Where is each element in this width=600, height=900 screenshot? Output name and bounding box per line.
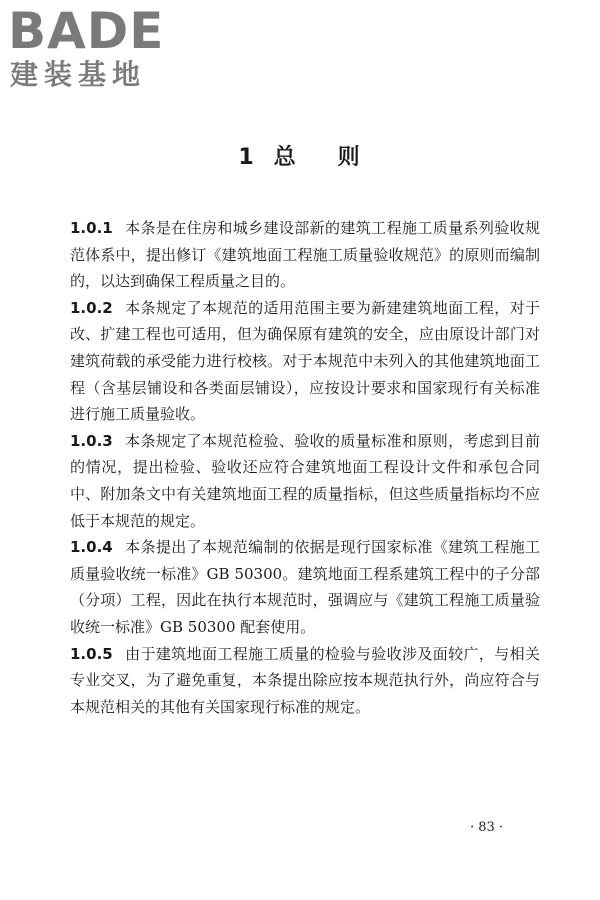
clause-text: 本条规定了本规范的适用范围主要为新建建筑地面工程，对于改、扩建工程也可适用，但为确保原有建筑的安全，应由原设计部门对建筑荷载的承受能力进行校核。对于本规范中未列入的其他建筑地面工程（含基层铺设和各类面层铺设），应按设计要求和国家现行有关标准进行施工质量验收。 — [70, 298, 540, 424]
logo-subtitle: 建装基地 — [10, 58, 147, 91]
document-body — [70, 215, 540, 720]
clause-paragraph — [70, 295, 540, 428]
clause-number: 1.0.2 — [70, 298, 113, 317]
clause-number: 1.0.5 — [70, 644, 113, 663]
clause-paragraph — [70, 215, 540, 295]
clause-text: 本条提出了本规范编制的依据是现行国家标准《建筑工程施工质量验收统一标准》GB 50300。建筑地面工程系建筑工程中的子分部（分项）工程，因此在执行本规范时，强调应与《建筑工程施工质量验收统一标准》GB 50300 配套使用。 — [70, 538, 540, 636]
clause-number: 1.0.3 — [70, 431, 113, 450]
clause-paragraph — [70, 428, 540, 534]
logo-wordmark: BADE — [8, 2, 165, 60]
clause-number: 1.0.1 — [70, 219, 113, 237]
clause-text: 本条是在住房和城乡建设部新的建筑工程施工质量系列验收规范体系中，提出修订《建筑地面工程施工质量验收规范》的原则而编制的，以达到确保工程质量之目的。 — [70, 219, 540, 291]
chapter-title-char-1: 总 — [273, 145, 298, 170]
page-number: · 83 · — [470, 820, 504, 835]
clause-number: 1.0.4 — [70, 538, 113, 557]
clause-paragraph — [70, 534, 540, 640]
brand-logo — [8, 4, 178, 94]
clause-text: 由于建筑地面工程施工质量的检验与验收涉及面较广，与相关专业交叉，为了避免重复，本条提出除应按本规范执行外，尚应符合与本规范相关的其他有关国家现行标准的规定。 — [70, 644, 540, 716]
clause-paragraph — [70, 641, 540, 721]
clause-text: 本条规定了本规范检验、验收的质量标准和原则，考虑到目前的情况，提出检验、验收还应符合建筑地面工程设计文件和承包合同中、附加条文中有关建筑地面工程的质量指标，但这些质量指标均不应低于本规范的规定。 — [70, 431, 540, 530]
chapter-title — [0, 140, 600, 171]
chapter-title-char-2: 则 — [337, 145, 362, 170]
chapter-number: 1 — [238, 145, 256, 170]
